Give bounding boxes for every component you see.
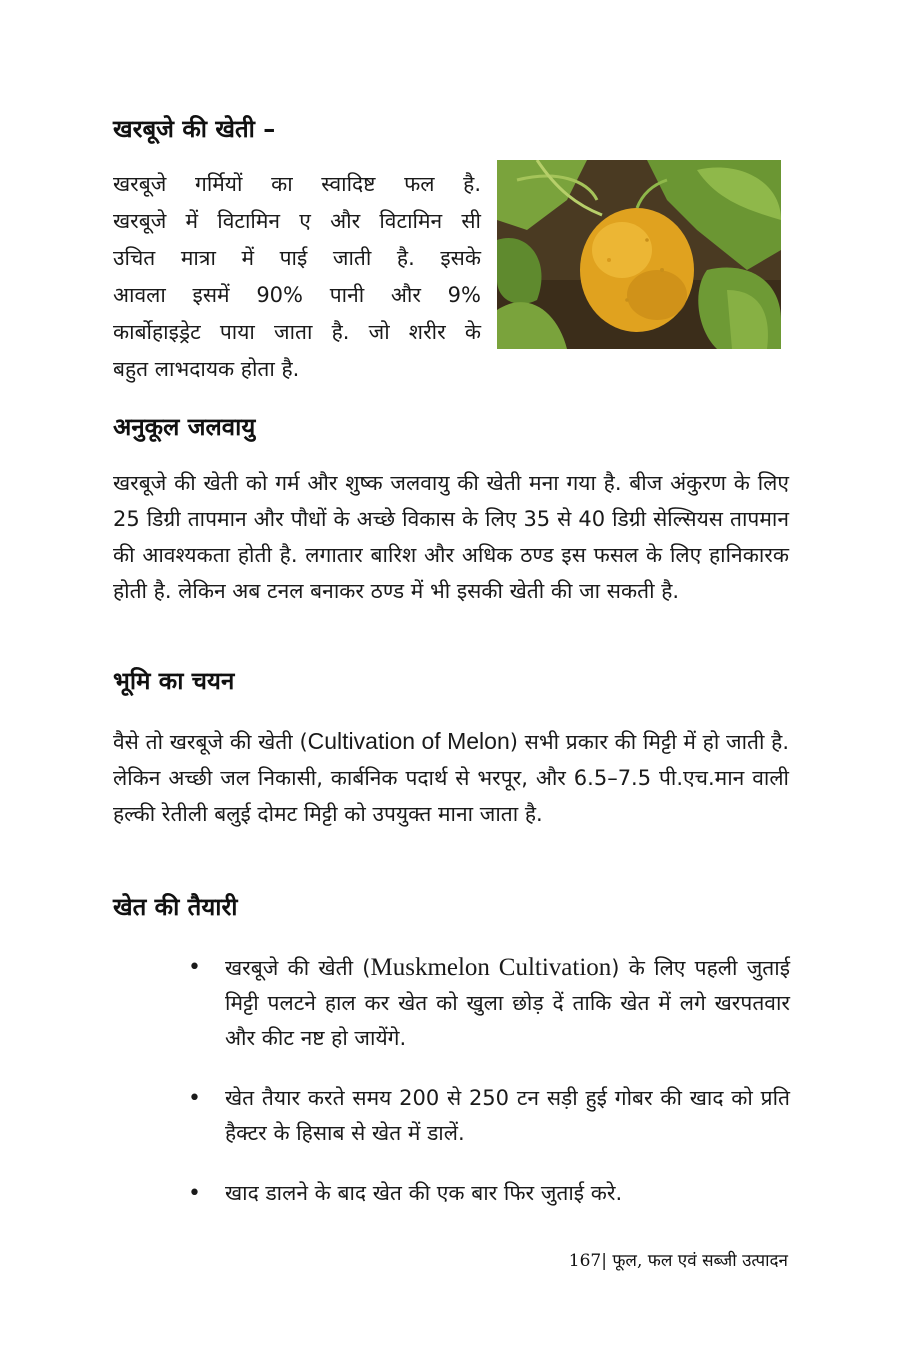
- intro-line-3: उचित मात्रा में पाई जाती है. इसके: [113, 246, 481, 270]
- list-item: [180, 1176, 790, 1211]
- intro-line-1: खरबूजे गर्मियों का स्वादिष्ट फल है.: [113, 172, 481, 196]
- land-text-post: ) सभी प्रकार की मिट्टी में हो जाती है. लेकिन अच्छी जल निकासी, कार्बनिक पदार्थ से भरपूर, और 6.5–7.5 पी.एच.मान वाली हल्की रेतीली बलुई दोमट मिट्टी को उपयुक्त माना जाता है.: [113, 730, 789, 826]
- section-title-field-preparation: खेत की तैयारी: [113, 893, 238, 921]
- item-text: खाद डालने के बाद खेत की एक बार फिर जुताई करे.: [225, 1181, 623, 1205]
- intro-line-5: कार्बोहाइड्रेट पाया जाता है. जो शरीर के: [113, 320, 481, 344]
- item-text-english: Muskmelon Cultivation: [370, 954, 612, 981]
- list-item: [180, 950, 790, 1056]
- item-text: खेत तैयार करते समय 200 से 250 टन सड़ी हुई गोबर की खाद को प्रति हैक्टर के हिसाब से खेत में डालें.: [225, 1086, 790, 1145]
- preparation-list: [180, 950, 790, 1236]
- item-text-pre: खरबूजे की खेती (: [225, 956, 371, 980]
- page-footer: 167| फूल, फल एवं सब्जी उत्पादन: [568, 1251, 788, 1271]
- section-title-land-selection: भूमि का चयन: [113, 667, 235, 695]
- land-text-english: Cultivation of Melon: [307, 728, 510, 754]
- intro-line-2: खरबूजे में विटामिन ए और विटामिन सी: [113, 209, 481, 233]
- intro-line-4: आवला इसमें 90% पानी और 9%: [113, 283, 481, 307]
- section-title-climate: अनुकूल जलवायु: [113, 413, 256, 441]
- item-text-post: ) के लिए पहली जुताई मिट्टी पलटने हाल कर खेत को खुला छोड़ दें ताकि खेत में लगे खरपतवार और कीट नष्ट हो जायेंगे.: [225, 956, 791, 1050]
- land-paragraph: [113, 723, 789, 832]
- section-title-cultivation: खरबूजे की खेती –: [113, 115, 276, 143]
- bullet-icon: •: [188, 955, 201, 980]
- list-item: [180, 1081, 790, 1151]
- bullet-icon: •: [188, 1181, 201, 1206]
- intro-line-6: बहुत लाभदायक होता है.: [113, 357, 300, 381]
- climate-paragraph: खरबूजे की खेती को गर्म और शुष्क जलवायु की खेती मना गया है. बीज अंकुरण के लिए 25 डिग्री तापमान और पौधों के अच्छे विकास के लिए 35 से 40 डिग्री सेल्सियस तापमान की आवश्यकता होती है. लगातार बारिश और अधिक ठण्ड इस फसल के लिए हानिकारक होती है. लेकिन अब टनल बनाकर ठण्ड में भी इसकी खेती की जा सकती है.: [113, 471, 789, 603]
- bullet-icon: •: [188, 1086, 201, 1111]
- melon-photo: [497, 160, 781, 349]
- land-text-pre: वैसे तो खरबूजे की खेती (: [113, 730, 308, 754]
- intro-paragraph: [113, 166, 481, 388]
